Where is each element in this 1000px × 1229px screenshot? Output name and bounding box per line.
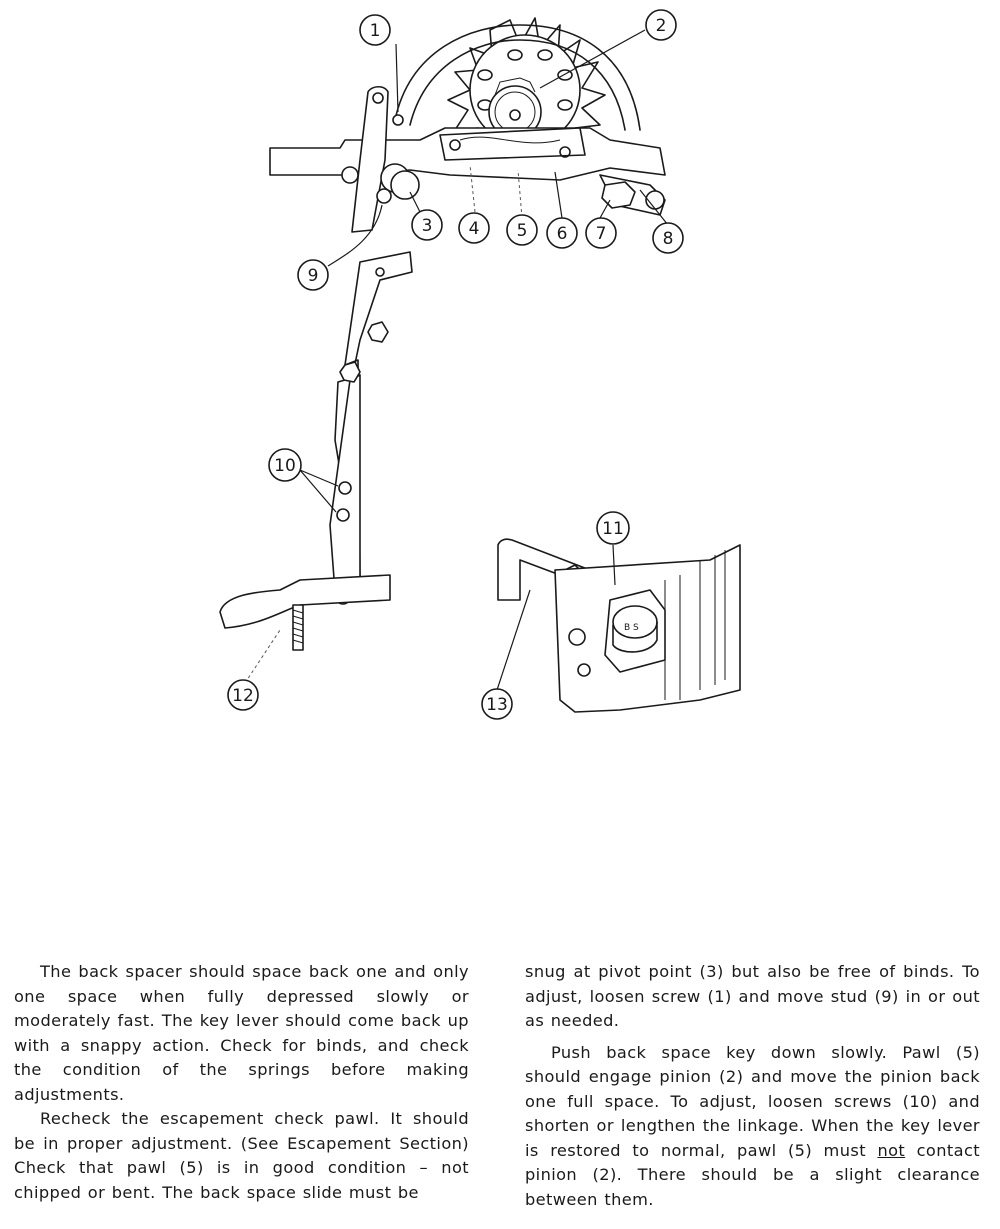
callout-5 (507, 215, 537, 245)
callout-11 (597, 512, 629, 544)
callout-13 (482, 689, 512, 719)
key-top-lettering: B S (624, 623, 639, 633)
callout-4 (459, 213, 489, 243)
svg-text:1: 1 (369, 21, 381, 41)
svg-text:4: 4 (468, 219, 480, 239)
text-column-right (525, 960, 980, 1212)
callout-9 (298, 260, 328, 290)
svg-text:6: 6 (556, 224, 568, 244)
callout-6 (547, 218, 577, 248)
svg-text:9: 9 (307, 266, 319, 286)
callout-3 (412, 210, 442, 240)
svg-text:8: 8 (662, 229, 674, 249)
svg-text:13: 13 (486, 695, 508, 715)
key-top-assembly (498, 539, 740, 712)
callout-2 (646, 10, 676, 40)
back-space-slide (270, 128, 665, 180)
key-lever (220, 575, 390, 650)
paragraph-pivot-adjust: snug at pivot point (3) but also be free of binds. To adjust, loosen screw (1) and move stud (9) in or out as needed. (525, 962, 980, 1030)
callout-12 (228, 680, 258, 710)
vertical-linkage (330, 252, 412, 604)
svg-text:2: 2 (655, 16, 667, 36)
paragraph-recheck-pawl: Recheck the escapement check pawl. It should be in proper adjustment. (See Escapement Section) Check that pawl (5) is in good condition – not chipped or bent. The back space slide must be (14, 1109, 469, 1202)
svg-text:3: 3 (421, 216, 433, 236)
callout-8 (653, 223, 683, 253)
paragraph-back-spacer-intro: The back spacer should space back one and only one space when fully depressed slowly or moderately fast. The key lever should come back up with a snappy action. Check for binds, and check the condition of the springs before making adjustments. (14, 962, 469, 1104)
emphasis-not: not (877, 1140, 906, 1160)
svg-text:5: 5 (516, 221, 528, 241)
svg-text:10: 10 (274, 456, 296, 476)
callout-10 (269, 449, 301, 481)
svg-text:12: 12 (232, 686, 254, 706)
paragraph-push-key-part2: contact pinion (2). There should be a slight clearance between them. (525, 1140, 980, 1209)
paragraph-push-key (525, 1041, 980, 1213)
paragraph-push-key-part1: Push back space key down slowly. Pawl (5) should engage pinion (2) and move the pinion back one full space. To adjust, loosen screws (10) and shorten or lengthen the linkage. When the key lever is restored to normal, pawl (5) must (525, 1042, 980, 1160)
callout-1 (360, 15, 390, 45)
svg-text:7: 7 (595, 224, 607, 244)
callout-7 (586, 218, 616, 248)
text-column-left (14, 960, 469, 1205)
svg-text:11: 11 (602, 519, 624, 539)
